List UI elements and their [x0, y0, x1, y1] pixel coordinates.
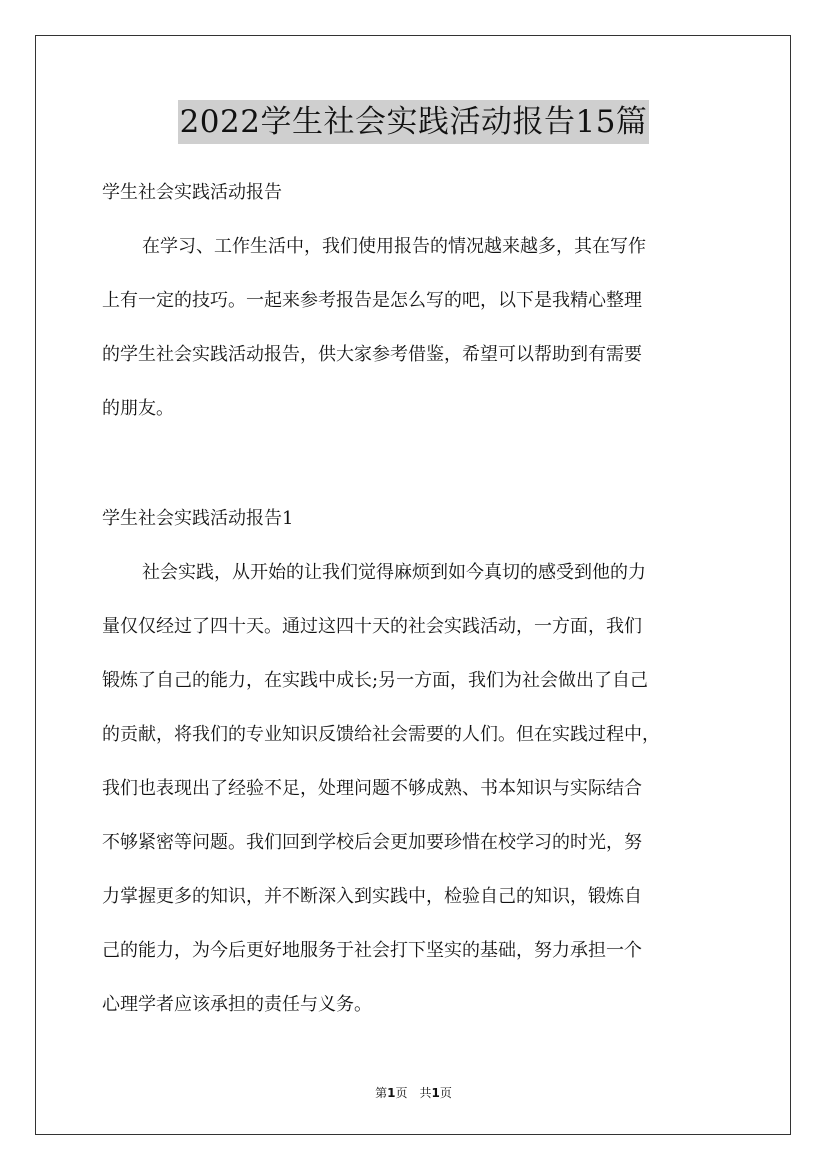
- paragraph-line: 在学习、工作生活中，我们使用报告的情况越来越多，其在写作: [142, 236, 646, 257]
- document-title: 2022学生社会实践活动报告15篇: [178, 100, 650, 144]
- paragraph-line: 量仅仅经过了四十天。通过这四十天的社会实践活动，一方面，我们: [102, 616, 642, 637]
- intro-paragraph: [102, 220, 728, 436]
- title-container: [0, 100, 827, 144]
- section1-paragraph: [102, 546, 728, 1032]
- paragraph-line: 的学生社会实践活动报告，供大家参考借鉴，希望可以帮助到有需要: [102, 344, 642, 365]
- paragraph-line: 我们也表现出了经验不足，处理问题不够成熟、书本知识与实际结合: [102, 778, 642, 799]
- paragraph-line: 不够紧密等问题。我们回到学校后会更加要珍惜在校学习的时光，努: [102, 832, 642, 853]
- intro-heading-text: 学生社会实践活动报告: [102, 182, 282, 203]
- footer-suffix: 页: [439, 1086, 452, 1100]
- footer-page-total: 1: [431, 1086, 440, 1100]
- footer-prefix: 第: [375, 1086, 388, 1100]
- section1-heading: [102, 492, 728, 546]
- paragraph-line: 的朋友。: [102, 398, 174, 419]
- paragraph-line: 己的能力，为今后更好地服务于社会打下坚实的基础，努力承担一个: [102, 940, 642, 961]
- paragraph-line: 心理学者应该承担的责任与义务。: [102, 994, 372, 1015]
- footer-page-current: 1: [387, 1086, 396, 1100]
- footer-mid: 页 共: [395, 1086, 432, 1100]
- paragraph-line: 的贡献，将我们的专业知识反馈给社会需要的人们。但在实践过程中，: [102, 724, 660, 745]
- paragraph-line: 社会实践，从开始的让我们觉得麻烦到如今真切的感受到他的力: [142, 562, 646, 583]
- intro-heading: [102, 166, 728, 220]
- paragraph-line: 上有一定的技巧。一起来参考报告是怎么写的吧，以下是我精心整理: [102, 290, 642, 311]
- paragraph-line: 力掌握更多的知识，并不断深入到实践中，检验自己的知识，锻炼自: [102, 886, 642, 907]
- section1-heading-text: 学生社会实践活动报告1: [102, 508, 294, 529]
- paragraph-line: 锻炼了自己的能力，在实践中成长;另一方面，我们为社会做出了自己: [102, 670, 649, 691]
- page-footer: [0, 1084, 827, 1101]
